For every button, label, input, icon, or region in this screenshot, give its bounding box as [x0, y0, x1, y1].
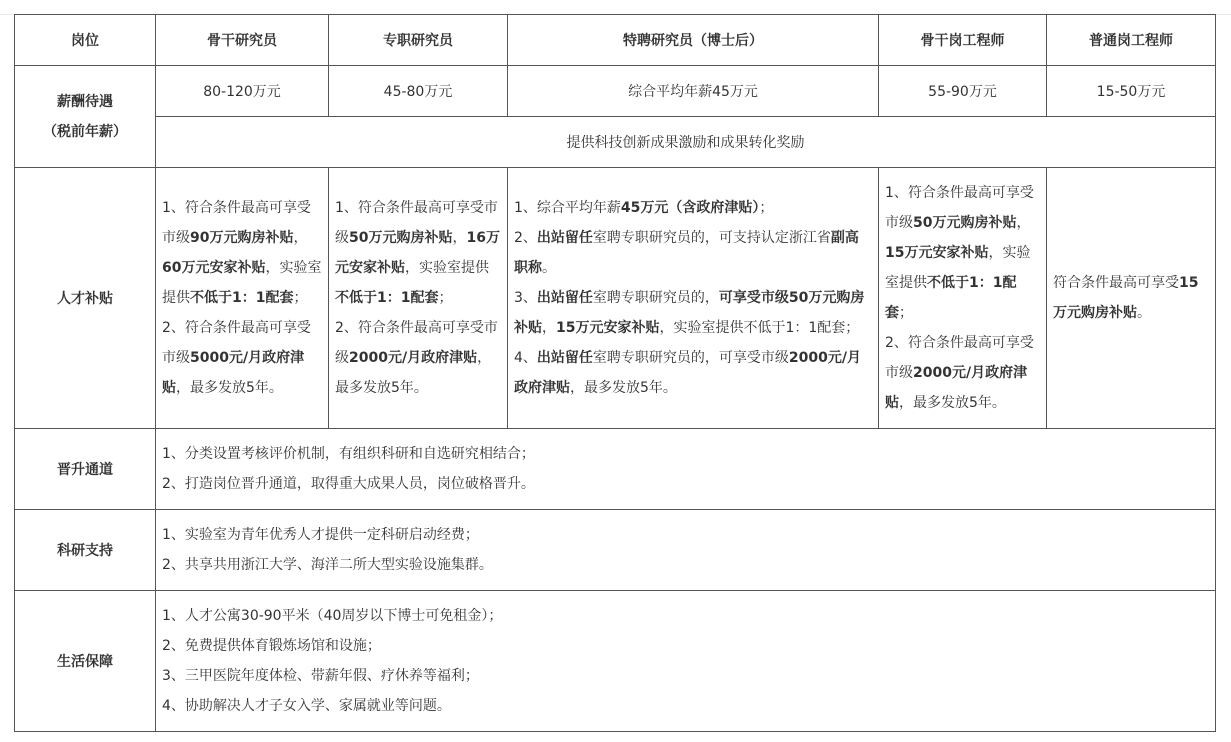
subsidy-text: 2、符合条件最高可享受市级 — [335, 320, 498, 366]
subsidy-text: ，最多发放5年。 — [176, 380, 283, 396]
salary-row — [15, 66, 1216, 117]
promotion-item: 2、打造岗位晋升通道，取得重大成果人员，岗位破格晋升。 — [162, 476, 535, 492]
research-row — [15, 510, 1216, 591]
subsidy-text: ， — [452, 230, 467, 246]
subsidy-text: 室聘专职研究员的，可支持认定浙江省 — [592, 230, 831, 246]
reward-cell: 提供科技创新成果激励和成果转化奖励 — [156, 117, 1216, 168]
subsidy-bold: 2000元/月政府津贴 — [349, 350, 478, 366]
life-item: 4、协助解决人才子女入学、家属就业等问题。 — [162, 698, 451, 714]
subsidy-bold: 出站留任 — [536, 290, 593, 306]
subsidy-text: ； — [438, 290, 453, 306]
research-label: 科研支持 — [15, 510, 156, 591]
subsidy-label: 人才补贴 — [15, 168, 156, 429]
subsidy-text: ； — [899, 305, 913, 321]
recruitment-table — [14, 14, 1216, 732]
subsidy-text: 1、符合条件最高可享受市级 — [885, 185, 1034, 231]
header-position: 岗位 — [15, 15, 156, 66]
subsidy-bold: 可享受市级50万元购房补贴 — [514, 290, 865, 336]
subsidy-text: 3、 — [514, 290, 537, 306]
salary-postdoc: 综合平均年薪45万元 — [508, 66, 879, 117]
subsidy-text: 1、综合平均年薪 — [514, 200, 621, 216]
subsidy-text: ，实验室提供 — [162, 260, 322, 306]
salary-label — [15, 66, 156, 168]
subsidy-bold: 出站留任 — [536, 350, 593, 366]
subsidy-text: ， — [542, 320, 556, 336]
subsidy-text: 4、 — [514, 350, 537, 366]
subsidy-text: 。 — [1137, 305, 1151, 321]
subsidy-bold: 2000元/月政府津贴 — [514, 350, 861, 396]
subsidy-text: ， — [293, 230, 308, 246]
subsidy-text: 室聘专职研究员的，可享受市级 — [592, 350, 789, 366]
subsidy-text: ，最多发放5年。 — [335, 350, 492, 396]
subsidy-bold: 60万元安家补贴 — [162, 260, 266, 276]
subsidy-bold: 16万元安家补贴 — [335, 230, 500, 276]
promotion-content — [156, 429, 1216, 510]
subsidy-full-time-researcher — [329, 168, 508, 429]
subsidy-core-researcher — [156, 168, 329, 429]
subsidy-bold: 不低于1：1配套 — [335, 290, 439, 306]
salary-general-engineer: 15-50万元 — [1047, 66, 1216, 117]
salary-label-line1: 薪酬待遇 — [57, 93, 113, 110]
header-core-engineer: 骨干岗工程师 — [879, 15, 1047, 66]
header-core-researcher: 骨干研究员 — [156, 15, 329, 66]
subsidy-text: ，最多发放5年。 — [899, 395, 1006, 411]
subsidy-text: ，实验室提供不低于1：1配套； — [659, 320, 860, 336]
salary-core-researcher: 80-120万元 — [156, 66, 329, 117]
research-item: 2、共享共用浙江大学、海洋二所大型实验设施集群。 — [162, 557, 493, 573]
subsidy-core-engineer — [879, 168, 1047, 429]
promotion-item: 1、分类设置考核评价机制，有组织科研和自选研究相结合； — [162, 446, 535, 462]
subsidy-text: ， — [1016, 215, 1031, 231]
subsidy-text: 室聘专职研究员的， — [592, 290, 719, 306]
subsidy-general-engineer — [1047, 168, 1216, 429]
research-content — [156, 510, 1216, 591]
subsidy-text: 1、符合条件最高可享受市级 — [162, 200, 311, 246]
subsidy-bold: 2000元/月政府津贴 — [885, 365, 1028, 411]
subsidy-bold: 15万元安家补贴 — [556, 320, 660, 336]
subsidy-text: ，实验室提供 — [885, 245, 1031, 291]
subsidy-text: 2、符合条件最高可享受市级 — [162, 320, 311, 366]
life-content — [156, 591, 1216, 732]
subsidy-bold: 5000元/月政府津贴 — [162, 350, 305, 396]
life-item: 1、人才公寓30-90平米（40周岁以下博士可免租金）； — [162, 608, 503, 624]
header-full-time-researcher: 专职研究员 — [329, 15, 508, 66]
subsidy-bold: 45万元（含政府津贴） — [620, 200, 760, 216]
subsidy-text: ； — [293, 290, 308, 306]
subsidy-text: 2、符合条件最高可享受市级 — [885, 335, 1034, 381]
subsidy-bold: 15万元安家补贴 — [885, 245, 989, 261]
salary-core-engineer: 55-90万元 — [879, 66, 1047, 117]
promotion-label: 晋升通道 — [15, 429, 156, 510]
subsidy-text: 符合条件最高可享受 — [1053, 275, 1179, 291]
subsidy-text: ，最多发放5年。 — [570, 380, 677, 396]
top-rule — [0, 0, 1231, 15]
subsidy-bold: 不低于1：1配套 — [885, 275, 1017, 321]
life-label: 生活保障 — [15, 591, 156, 732]
subsidy-bold: 50万元购房补贴 — [913, 215, 1017, 231]
subsidy-bold: 50万元购房补贴 — [349, 230, 453, 246]
life-row — [15, 591, 1216, 732]
salary-full-time-researcher: 45-80万元 — [329, 66, 508, 117]
subsidy-bold: 15万元购房补贴 — [1053, 275, 1199, 321]
subsidy-text: 1、符合条件最高可享受市级 — [335, 200, 498, 246]
subsidy-bold: 不低于1：1配套 — [190, 290, 294, 306]
header-postdoc-researcher: 特聘研究员（博士后） — [508, 15, 879, 66]
subsidy-text: ，实验室提供 — [405, 260, 489, 276]
promotion-row — [15, 429, 1216, 510]
subsidy-bold: 副高职称 — [514, 230, 859, 276]
salary-label-line2: （税前年薪） — [43, 123, 127, 140]
subsidy-text: 。 — [542, 260, 556, 276]
reward-row — [15, 117, 1216, 168]
subsidy-bold: 出站留任 — [536, 230, 593, 246]
header-row — [15, 15, 1216, 66]
research-item: 1、实验室为青年优秀人才提供一定科研启动经费； — [162, 527, 479, 543]
header-general-engineer: 普通岗工程师 — [1047, 15, 1216, 66]
subsidy-postdoc — [508, 168, 879, 429]
subsidy-text: ； — [759, 200, 774, 216]
subsidy-row — [15, 168, 1216, 429]
subsidy-text: 2、 — [514, 230, 537, 246]
life-item: 2、免费提供体育锻炼场馆和设施； — [162, 638, 381, 654]
life-item: 3、三甲医院年度体检、带薪年假、疗休养等福利； — [162, 668, 479, 684]
subsidy-bold: 90万元购房补贴 — [190, 230, 294, 246]
